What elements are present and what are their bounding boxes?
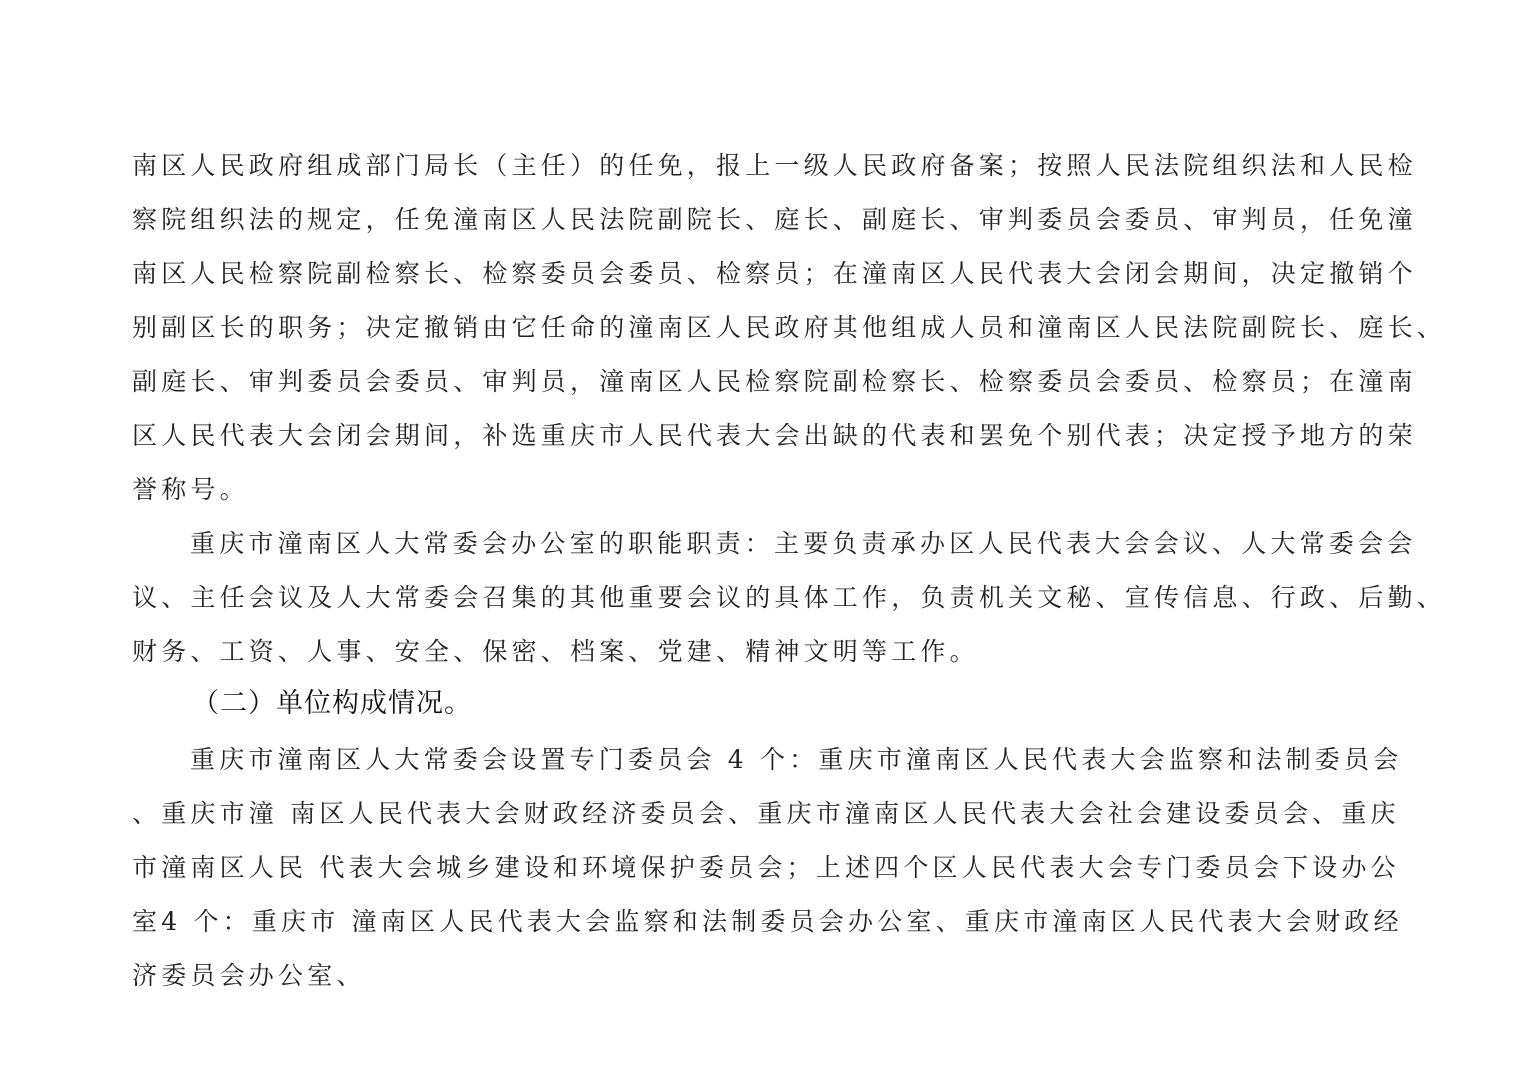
section-heading: （二）单位构成情况。 <box>192 688 472 719</box>
paragraph2-line-3: 财务、工资、人事、安全、保密、档案、党建、精神文明等工作。 <box>132 637 979 666</box>
paragraph3-line-2: 、重庆市潼 南区人民代表大会财政经济委员会、重庆市潼南区人民代表大会社会建设委员会、重庆 <box>132 799 1400 828</box>
paragraph1-line-7: 誉称号。 <box>132 475 249 504</box>
paragraph3-line-3: 市潼南区人民 代表大会城乡建设和环境保护委员会；上述四个区人民代表大会专门委员会下设办公 <box>132 853 1400 882</box>
paragraph3-line-5: 济委员会办公室、 <box>132 961 366 990</box>
paragraph1-line-6: 区人民代表大会闭会期间，补选重庆市人民代表大会出缺的代表和罢免个别代表；决定授予地方的荣 <box>132 421 1417 450</box>
paragraph3-line-1: 重庆市潼南区人大常委会设置专门委员会 4 个：重庆市潼南区人民代表大会监察和法制委员会 <box>190 745 1403 774</box>
paragraph1-line-1: 南区人民政府组成部门局长（主任）的任免，报上一级人民政府备案；按照人民法院组织法和人民检 <box>132 151 1417 180</box>
paragraph3-line-4: 室4 个：重庆市 潼南区人民代表大会监察和法制委员会办公室、重庆市潼南区人民代表大会财政经 <box>132 907 1403 936</box>
paragraph2-line-1: 重庆市潼南区人大常委会办公室的职能职责：主要负责承办区人民代表大会会议、人大常委会会 <box>190 529 1417 558</box>
paragraph1-line-5: 副庭长、审判委员会委员、审判员，潼南区人民检察院副检察长、检察委员会委员、检察员；在潼南 <box>132 367 1417 396</box>
paragraph1-line-3: 南区人民检察院副检察长、检察委员会委员、检察员；在潼南区人民代表大会闭会期间，决定撤销个 <box>132 259 1417 288</box>
paragraph2-line-2: 议、主任会议及人大常委会召集的其他重要会议的具体工作，负责机关文秘、宣传信息、行政、后勤、 <box>132 583 1447 612</box>
paragraph1-line-4: 别副区长的职务；决定撤销由它任命的潼南区人民政府其他组成人员和潼南区人民法院副院长、庭长、 <box>132 313 1447 342</box>
paragraph1-line-2: 察院组织法的规定，任免潼南区人民法院副院长、庭长、副庭长、审判委员会委员、审判员，任免潼 <box>132 205 1417 234</box>
